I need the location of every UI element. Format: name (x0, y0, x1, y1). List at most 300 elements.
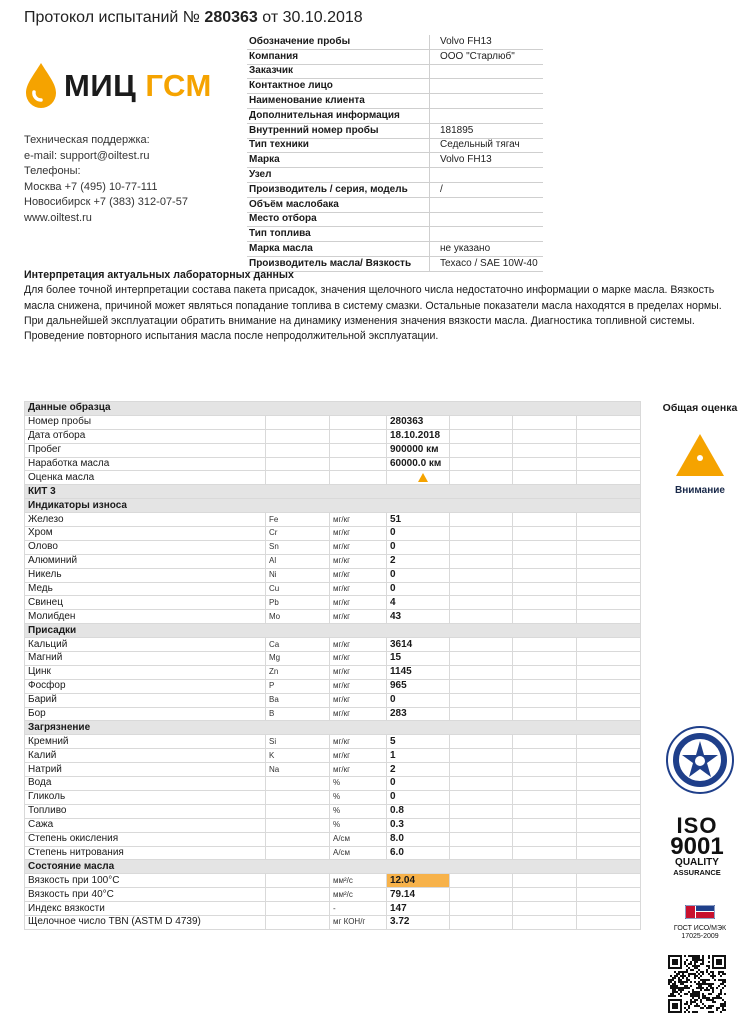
logo-word-2: ГСМ (145, 68, 212, 103)
row-name: Дата отбора (25, 429, 266, 443)
history-cell (450, 777, 513, 791)
info-value: 181895 (430, 123, 544, 138)
info-key: Обозначение пробы (247, 35, 430, 49)
row-name: Фосфор (25, 679, 266, 693)
row-unit: % (330, 818, 387, 832)
row-unit: мг/кг (330, 763, 387, 777)
row-unit: мг/кг (330, 527, 387, 541)
row-symbol: Mo (266, 610, 330, 624)
history-cell (577, 471, 641, 485)
info-value (430, 79, 544, 94)
history-cell (513, 443, 577, 457)
row-unit: A/см (330, 832, 387, 846)
row-value: 1 (387, 749, 450, 763)
history-cell (513, 693, 577, 707)
row-symbol (266, 429, 330, 443)
history-cell (577, 527, 641, 541)
row-name: Щелочное число TBN (ASTM D 4739) (25, 915, 266, 929)
row-name: Индекс вязкости (25, 902, 266, 916)
logo-word-1: МИЦ (64, 68, 137, 103)
history-cell (577, 568, 641, 582)
info-row (247, 49, 543, 64)
info-row (247, 35, 543, 49)
history-cell (450, 610, 513, 624)
table-row (25, 540, 641, 554)
row-symbol (266, 415, 330, 429)
row-unit: мг/кг (330, 679, 387, 693)
row-unit: мм²/с (330, 874, 387, 888)
history-cell (513, 429, 577, 443)
table-row (25, 513, 641, 527)
history-cell (450, 902, 513, 916)
info-value (430, 212, 544, 227)
row-name: Оценка масла (25, 471, 266, 485)
info-value: не указано (430, 242, 544, 257)
row-value: 43 (387, 610, 450, 624)
info-key: Производитель / серия, модель (247, 182, 430, 197)
history-cell (513, 818, 577, 832)
row-value: 3614 (387, 638, 450, 652)
row-value: 6.0 (387, 846, 450, 860)
info-key: Марка масла (247, 242, 430, 257)
history-cell (577, 832, 641, 846)
support-phone-novosibirsk: Новосибирск +7 (383) 312-07-57 (24, 196, 188, 208)
info-value: Седельный тягач (430, 138, 544, 153)
table-row (25, 457, 641, 471)
row-value: 60000.0 км (387, 457, 450, 471)
row-unit: мг/кг (330, 735, 387, 749)
row-symbol (266, 471, 330, 485)
section-header-row (25, 721, 641, 735)
history-cell (577, 415, 641, 429)
gost-line-2: 17025-2009 (681, 933, 719, 940)
info-row (247, 138, 543, 153)
info-row (247, 182, 543, 197)
info-value (430, 64, 544, 79)
history-cell (450, 540, 513, 554)
history-cell (450, 804, 513, 818)
row-symbol: Ca (266, 638, 330, 652)
row-value: 0 (387, 568, 450, 582)
history-cell (513, 527, 577, 541)
info-value (430, 108, 544, 123)
table-row (25, 554, 641, 568)
history-cell (577, 652, 641, 666)
table-row (25, 832, 641, 846)
row-symbol: Pb (266, 596, 330, 610)
row-unit: мг/кг (330, 665, 387, 679)
history-cell (513, 804, 577, 818)
row-name: Топливо (25, 804, 266, 818)
history-cell (513, 665, 577, 679)
row-value: 2 (387, 763, 450, 777)
section-title: Загрязнение (25, 721, 641, 735)
support-email[interactable]: e-mail: support@oiltest.ru (24, 149, 150, 162)
history-cell (577, 596, 641, 610)
row-value: 3.72 (387, 915, 450, 929)
history-cell (513, 554, 577, 568)
row-name: Молибден (25, 610, 266, 624)
table-row (25, 582, 641, 596)
section-title: Данные образца (25, 402, 641, 416)
row-value: 147 (387, 902, 450, 916)
row-name: Цинк (25, 665, 266, 679)
row-unit: % (330, 790, 387, 804)
history-cell (577, 777, 641, 791)
interpretation-block (24, 268, 729, 344)
history-cell (450, 818, 513, 832)
table-row (25, 707, 641, 721)
row-symbol: B (266, 707, 330, 721)
history-cell (513, 902, 577, 916)
row-value: 4 (387, 596, 450, 610)
info-key: Наименование клиента (247, 94, 430, 109)
row-name: Кальций (25, 638, 266, 652)
row-value: 0 (387, 527, 450, 541)
table-row (25, 471, 641, 485)
history-cell (513, 777, 577, 791)
overall-rating (655, 402, 745, 496)
row-name: Калий (25, 749, 266, 763)
history-cell (450, 652, 513, 666)
history-cell (450, 513, 513, 527)
history-cell (513, 568, 577, 582)
info-key: Тип техники (247, 138, 430, 153)
row-symbol: Sn (266, 540, 330, 554)
history-cell (450, 832, 513, 846)
row-unit: мг/кг (330, 749, 387, 763)
table-row (25, 888, 641, 902)
support-website[interactable]: www.oiltest.ru (24, 211, 92, 224)
info-row (247, 168, 543, 183)
table-row (25, 415, 641, 429)
section-title: Присадки (25, 624, 641, 638)
info-key: Дополнительная информация (247, 108, 430, 123)
history-cell (450, 790, 513, 804)
protocol-number: 280363 (204, 9, 258, 26)
history-cell (577, 888, 641, 902)
history-cell (450, 693, 513, 707)
row-symbol (266, 915, 330, 929)
row-symbol (266, 846, 330, 860)
row-symbol: Zn (266, 665, 330, 679)
row-value: 280363 (387, 415, 450, 429)
history-cell (513, 735, 577, 749)
row-name: Сажа (25, 818, 266, 832)
row-symbol: Cu (266, 582, 330, 596)
info-key: Тип топлива (247, 227, 430, 242)
qr-code-icon[interactable] (668, 955, 726, 1013)
table-row (25, 443, 641, 457)
row-symbol (266, 790, 330, 804)
row-unit: % (330, 804, 387, 818)
row-unit (330, 457, 387, 471)
row-name: Алюминий (25, 554, 266, 568)
row-value: 0 (387, 582, 450, 596)
row-name: Пробег (25, 443, 266, 457)
history-cell (450, 915, 513, 929)
row-name: Хром (25, 527, 266, 541)
sample-info-table (247, 35, 543, 272)
history-cell (513, 707, 577, 721)
row-value: 5 (387, 735, 450, 749)
row-name: Железо (25, 513, 266, 527)
row-unit: A/см (330, 846, 387, 860)
row-value: 0.8 (387, 804, 450, 818)
warning-triangle-icon (674, 432, 726, 478)
table-row (25, 915, 641, 929)
row-name: Никель (25, 568, 266, 582)
table-row (25, 596, 641, 610)
history-cell (577, 582, 641, 596)
info-row (247, 123, 543, 138)
info-row (247, 153, 543, 168)
history-cell (513, 638, 577, 652)
drop-icon (24, 62, 58, 108)
info-key: Место отбора (247, 212, 430, 227)
row-name: Вязкость при 100°C (25, 874, 266, 888)
table-row (25, 679, 641, 693)
kit-label: КИТ 3 (25, 485, 641, 499)
history-cell (450, 527, 513, 541)
section-header-row (25, 499, 641, 513)
row-name: Гликоль (25, 790, 266, 804)
history-cell (450, 443, 513, 457)
row-name: Степень окисления (25, 832, 266, 846)
table-row (25, 777, 641, 791)
history-cell (450, 749, 513, 763)
info-row (247, 197, 543, 212)
history-cell (577, 874, 641, 888)
history-cell (513, 582, 577, 596)
row-symbol (266, 457, 330, 471)
row-value: 79.14 (387, 888, 450, 902)
row-symbol: Ba (266, 693, 330, 707)
history-cell (513, 596, 577, 610)
row-unit: мг/кг (330, 707, 387, 721)
row-symbol (266, 804, 330, 818)
row-symbol: K (266, 749, 330, 763)
row-name: Натрий (25, 763, 266, 777)
row-symbol (266, 832, 330, 846)
history-cell (577, 915, 641, 929)
history-cell (513, 790, 577, 804)
table-row (25, 846, 641, 860)
history-cell (450, 582, 513, 596)
row-name: Степень нитрования (25, 846, 266, 860)
info-value: Volvo FH13 (430, 35, 544, 49)
row-symbol (266, 874, 330, 888)
history-cell (577, 540, 641, 554)
row-unit: мг/кг (330, 610, 387, 624)
row-symbol: Mg (266, 652, 330, 666)
info-key: Марка (247, 153, 430, 168)
row-symbol (266, 443, 330, 457)
info-value: Volvo FH13 (430, 153, 544, 168)
history-cell (450, 596, 513, 610)
iso-line-2: 9001 (670, 833, 724, 860)
row-value: 0.3 (387, 818, 450, 832)
table-row (25, 693, 641, 707)
info-key: Компания (247, 49, 430, 64)
history-cell (513, 652, 577, 666)
row-value: 0 (387, 777, 450, 791)
table-row (25, 804, 641, 818)
info-key: Производитель масла/ Вязкость (247, 256, 430, 271)
row-name: Вязкость при 40°C (25, 888, 266, 902)
history-cell (450, 763, 513, 777)
history-cell (450, 679, 513, 693)
history-cell (450, 457, 513, 471)
history-cell (577, 638, 641, 652)
history-cell (577, 554, 641, 568)
table-row (25, 638, 641, 652)
row-unit: мг/кг (330, 568, 387, 582)
history-cell (577, 902, 641, 916)
overall-rating-label: Общая оценка (662, 402, 738, 414)
history-cell (513, 763, 577, 777)
history-cell (450, 415, 513, 429)
row-unit: мг/кг (330, 513, 387, 527)
row-name: Наработка масла (25, 457, 266, 471)
row-unit (330, 429, 387, 443)
row-name: Олово (25, 540, 266, 554)
row-symbol (266, 777, 330, 791)
row-value: 15 (387, 652, 450, 666)
history-cell (513, 888, 577, 902)
history-cell (513, 874, 577, 888)
row-name: Свинец (25, 596, 266, 610)
info-key: Объём маслобака (247, 197, 430, 212)
row-unit: мг/кг (330, 540, 387, 554)
section-title: Индикаторы износа (25, 499, 641, 513)
row-unit (330, 415, 387, 429)
support-heading: Техническая поддержка: (24, 134, 150, 146)
row-value: 18.10.2018 (387, 429, 450, 443)
history-cell (450, 735, 513, 749)
history-cell (577, 804, 641, 818)
row-value: 1145 (387, 665, 450, 679)
info-key: Контактное лицо (247, 79, 430, 94)
info-value (430, 227, 544, 242)
section-header-row (25, 402, 641, 416)
info-row (247, 242, 543, 257)
history-cell (450, 568, 513, 582)
iso-9001-logo (666, 813, 728, 877)
history-cell (577, 679, 641, 693)
history-cell (577, 749, 641, 763)
row-unit: мг/кг (330, 554, 387, 568)
row-value: 12.04 (387, 874, 450, 888)
info-key: Внутренний номер пробы (247, 123, 430, 138)
row-symbol: Ni (266, 568, 330, 582)
row-value: 2 (387, 554, 450, 568)
table-row (25, 902, 641, 916)
support-phones-heading: Телефоны: (24, 165, 81, 177)
gost-accreditation (660, 905, 740, 942)
table-row (25, 652, 641, 666)
row-unit: % (330, 777, 387, 791)
history-cell (450, 554, 513, 568)
section-header-row (25, 485, 641, 499)
history-cell (513, 457, 577, 471)
history-cell (450, 471, 513, 485)
info-row (247, 212, 543, 227)
row-symbol (266, 902, 330, 916)
history-cell (513, 471, 577, 485)
table-row (25, 874, 641, 888)
row-unit: мг/кг (330, 652, 387, 666)
row-value: 965 (387, 679, 450, 693)
info-row (247, 94, 543, 109)
row-value: 283 (387, 707, 450, 721)
protocol-date: от 30.10.2018 (262, 9, 363, 26)
history-cell (513, 846, 577, 860)
support-phone-moscow: Москва +7 (495) 10-77-111 (24, 180, 158, 193)
history-cell (577, 429, 641, 443)
history-cell (577, 707, 641, 721)
info-value (430, 197, 544, 212)
row-name: Барий (25, 693, 266, 707)
table-row (25, 568, 641, 582)
row-unit: - (330, 902, 387, 916)
row-unit: мг КОН/г (330, 915, 387, 929)
history-cell (577, 457, 641, 471)
history-cell (577, 790, 641, 804)
company-logo (24, 62, 224, 108)
history-cell (513, 679, 577, 693)
history-cell (577, 818, 641, 832)
row-value: 8.0 (387, 832, 450, 846)
interpretation-heading: Интерпретация актуальных лабораторных данных (24, 269, 294, 281)
table-row (25, 763, 641, 777)
history-cell (450, 707, 513, 721)
info-value (430, 168, 544, 183)
table-row (25, 665, 641, 679)
interpretation-text: Для более точной интерпретации состава пакета присадок, значения щелочного числа недостаточно информации о марке масла. Вязкость масла снижена, причиной может являться попадание топлива в систему смазки. Остальные показатели масла находятся в пределах нормы. При дальнейшей эксплуатации обратить внимание на динамику изменения значения вязкости масла. Диагностика топливной системы. Проведение повторного испытания масла после непродолжительной эксплуатации. (24, 284, 722, 343)
info-row (247, 64, 543, 79)
row-value: 0 (387, 790, 450, 804)
row-unit (330, 443, 387, 457)
history-cell (450, 874, 513, 888)
row-value: 51 (387, 513, 450, 527)
row-unit: мг/кг (330, 693, 387, 707)
row-value: 0 (387, 693, 450, 707)
row-name: Медь (25, 582, 266, 596)
history-cell (450, 846, 513, 860)
history-cell (513, 832, 577, 846)
row-name: Магний (25, 652, 266, 666)
section-header-row (25, 624, 641, 638)
history-cell (513, 749, 577, 763)
row-symbol: Na (266, 763, 330, 777)
info-row (247, 227, 543, 242)
history-cell (513, 415, 577, 429)
history-cell (450, 665, 513, 679)
info-key: Узел (247, 168, 430, 183)
row-symbol: Fe (266, 513, 330, 527)
table-row (25, 749, 641, 763)
history-cell (577, 513, 641, 527)
table-row (25, 790, 641, 804)
history-cell (577, 443, 641, 457)
warning-triangle-icon (418, 473, 428, 482)
iso-line-3: QUALITY (675, 857, 719, 868)
support-block (24, 133, 188, 226)
accreditation-seal-icon (665, 725, 735, 795)
info-key: Заказчик (247, 64, 430, 79)
row-symbol (266, 888, 330, 902)
